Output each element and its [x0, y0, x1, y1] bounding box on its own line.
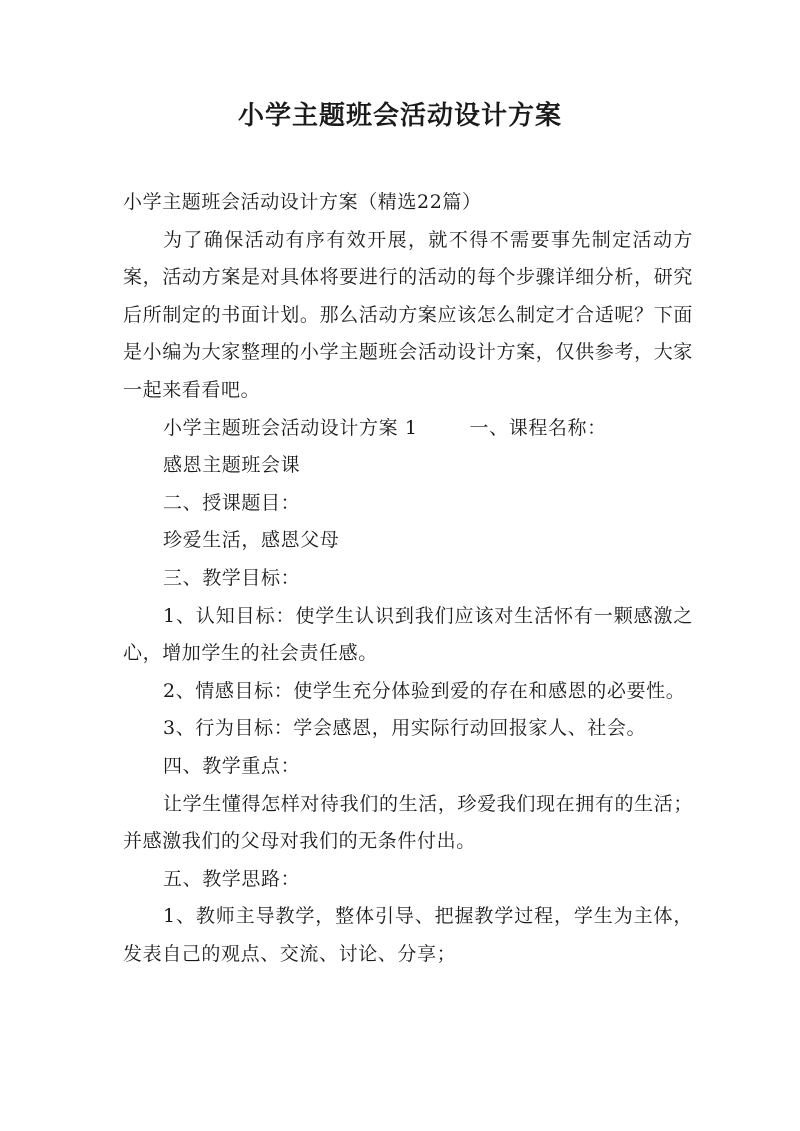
- paragraph-heading-approach: 五、教学思路：: [163, 867, 301, 890]
- paragraph-goal-emotional: 2、情感目标：使学生充分体验到爱的存在和感恩的必要性。: [163, 679, 686, 702]
- section-heading-line: [123, 410, 693, 448]
- paragraph-subtitle: 小学主题班会活动设计方案（精选22篇）: [123, 191, 482, 213]
- section-title: 小学主题班会活动设计方案 1: [163, 416, 418, 439]
- paragraph-intro: 为了确保活动有序有效开展，就不得不需要事先制定活动方案，活动方案是对具体将要进行的活动的每个步骤详细分析，研究后所制定的书面计划。那么活动方案应该怎么制定才合适呢？下面是小编为大家整理的小学主题班会活动设计方案，仅供参考，大家一起来看看吧。: [123, 228, 693, 401]
- paragraph-heading-focus: 四、教学重点：: [163, 754, 301, 777]
- paragraph-heading-goals: 三、教学目标：: [163, 566, 301, 589]
- paragraph-course-name: 感恩主题班会课: [163, 454, 301, 477]
- document-body: [123, 184, 693, 973]
- section-first-item: 一、课程名称：: [469, 416, 607, 439]
- paragraph-goal-behavior: 3、行为目标：学会感恩，用实际行动回报家人、社会。: [163, 717, 647, 740]
- paragraph-topic: 珍爱生活，感恩父母: [163, 529, 340, 552]
- paragraph-focus: 让学生懂得怎样对待我们的生活，珍爱我们现在拥有的生活；并感激我们的父母对我们的无条件付出。: [123, 792, 693, 853]
- paragraph-heading-topic: 二、授课题目：: [163, 491, 301, 514]
- paragraph-goal-cognitive: 1、认知目标：使学生认识到我们应该对生活怀有一颗感激之心，增加学生的社会责任感。: [123, 604, 693, 665]
- document-title: 小学主题班会活动设计方案: [237, 101, 562, 131]
- paragraph-approach-1: 1、教师主导教学，整体引导、把握教学过程，学生为主体，发表自己的观点、交流、讨论、分享；: [123, 905, 693, 965]
